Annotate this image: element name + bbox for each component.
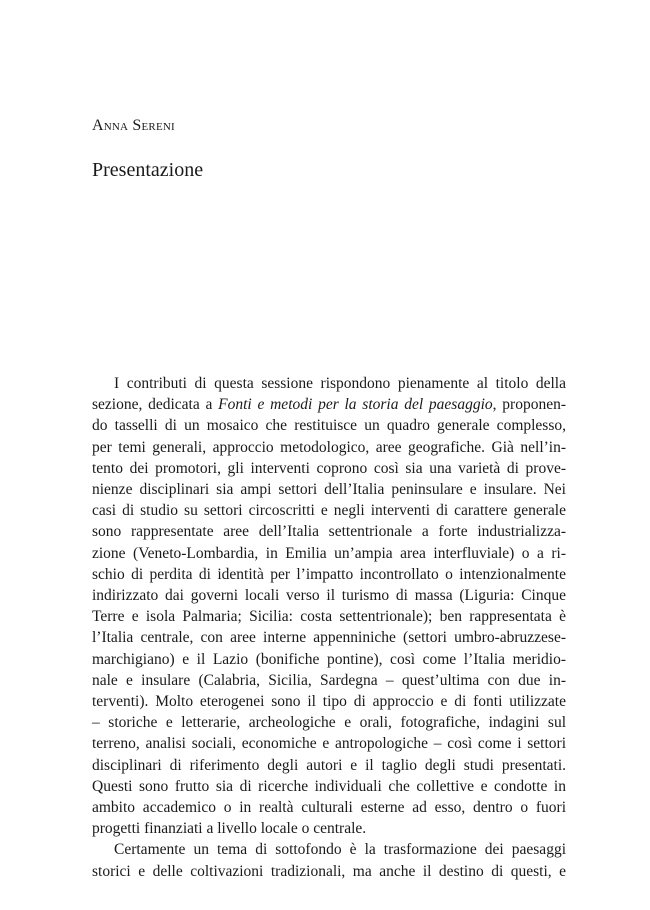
text-line <box>92 712 566 733</box>
text-line <box>92 373 566 394</box>
text-line <box>92 627 566 648</box>
text-line <box>92 861 566 882</box>
text-line <box>92 585 566 606</box>
text-line <box>92 479 566 500</box>
text-segment: zione (Veneto-Lombardia, in Emilia un’ampia area interfluviale) o a ri- <box>92 544 566 562</box>
body-text <box>92 373 566 882</box>
text-segment: – storiche e letterarie, archeologiche e orali, fotografiche, indagini sul <box>92 714 566 732</box>
text-line <box>92 839 566 860</box>
text-line <box>92 437 566 458</box>
text-line <box>92 797 566 818</box>
text-segment: tento dei promotori, gli interventi coprono così sia una varietà di prove- <box>92 459 566 477</box>
text-line <box>92 394 566 415</box>
text-segment: per temi generali, approccio metodologico, aree geografiche. Già nell’in- <box>92 438 566 456</box>
text-segment: progetti finanziati a livello locale o centrale. <box>92 820 367 838</box>
text-segment: Terre e isola Palmaria; Sicilia: costa settentrionale); ben rappresentata è <box>92 608 566 626</box>
text-line <box>92 606 566 627</box>
text-line <box>92 776 566 797</box>
text-segment: Questi sono frutto sia di ricerche individuali che collettive e condotte in <box>92 777 566 795</box>
text-segment: schio di perdita di identità per l’impatto incontrollato o intenzionalmente <box>92 565 566 583</box>
text-segment: nale e insulare (Calabria, Sicilia, Sardegna – quest’ultima con due in- <box>92 671 566 689</box>
text-line <box>92 458 566 479</box>
text-line <box>92 691 566 712</box>
text-line <box>92 500 566 521</box>
text-segment: storici e delle coltivazioni tradizionali, ma anche il destino di questi, e <box>92 862 566 880</box>
text-line <box>92 415 566 436</box>
text-segment: terreno, analisi sociali, economiche e antropologiche – così come i settori <box>92 735 566 753</box>
text-segment: disciplinari di riferimento degli autori e il taglio degli studi presentati. <box>92 756 566 774</box>
text-line <box>92 564 566 585</box>
section-title: Presentazione <box>92 159 204 181</box>
text-segment: casi di studio su settori circoscritti e negli interventi di carattere generale <box>92 502 566 520</box>
text-segment: indirizzato dai governi locali verso il turismo di massa (Liguria: Cinque <box>92 587 566 605</box>
text-segment: sezione, dedicata a <box>92 396 219 414</box>
text-line <box>92 818 566 839</box>
text-line <box>92 521 566 542</box>
text-segment: ambito accademico o in realtà culturali esterne ad esso, dentro o fuori <box>92 799 566 817</box>
text-segment: do tasselli di un mosaico che restituisce un quadro generale complesso, <box>92 417 566 435</box>
text-segment: marchigiano) e il Lazio (bonifiche pontine), così come l’Italia meridio- <box>92 650 566 668</box>
text-line <box>92 733 566 754</box>
text-segment: terventi). Molto eterogenei sono il tipo di approccio e di fonti utilizzate <box>92 693 566 711</box>
text-segment: Certamente un tema di sottofondo è la trasformazione dei paesaggi <box>114 841 566 859</box>
text-segment: Fonti e metodi per la storia del paesaggio <box>218 396 493 414</box>
text-segment: sono rappresentate aree dell’Italia settentrionale a forte industrializza- <box>92 523 566 541</box>
text-line <box>92 543 566 564</box>
text-segment: , proponen- <box>492 396 566 414</box>
text-line <box>92 670 566 691</box>
text-line <box>92 755 566 776</box>
text-segment: nienze disciplinari sia ampi settori dell’Italia peninsulare e insulare. Nei <box>92 481 566 499</box>
text-line <box>92 649 566 670</box>
text-segment: l’Italia centrale, con aree interne appenniniche (settori umbro-abruzzese- <box>92 629 566 647</box>
text-segment: I contributi di questa sessione rispondono pienamente al titolo della <box>114 375 566 392</box>
author-name: Anna Sereni <box>92 117 175 134</box>
